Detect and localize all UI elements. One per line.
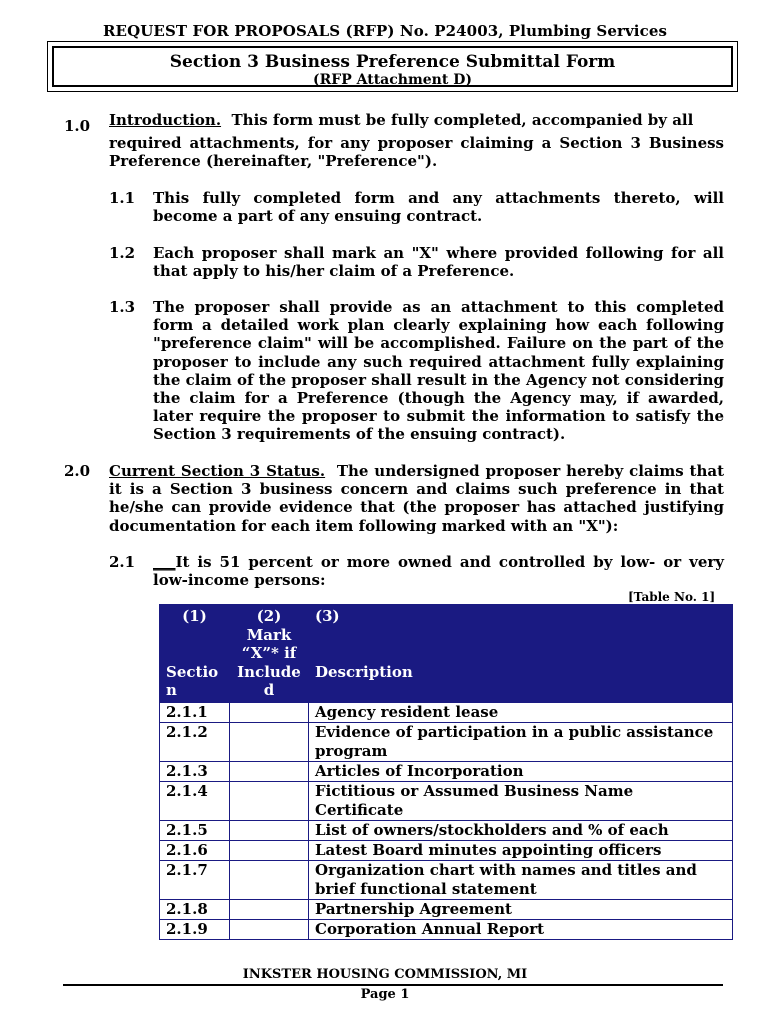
section-number: 1.0: [64, 117, 91, 135]
column-header-description: [309, 605, 733, 703]
section-heading: Introduction.: [109, 111, 222, 129]
table-row: [160, 702, 733, 722]
description-cell: Partnership Agreement: [309, 899, 733, 919]
item-text: This fully completed form and any attachments thereto, will become a part of any ensuing contract.: [153, 189, 724, 226]
item-number: 2.1: [109, 553, 136, 571]
mark-cell[interactable]: [230, 860, 309, 899]
item-text-body: It is 51 percent or more owned and controlled by low- or very low-income persons:: [153, 553, 724, 590]
column-number: (1): [182, 607, 207, 625]
section-cell: 2.1.5: [160, 820, 230, 840]
section-number: 2.0: [64, 462, 91, 480]
table-row: [160, 820, 733, 840]
column-name: Mark “X”* if Include d: [237, 625, 301, 699]
description-cell: Organization chart with names and titles and brief functional statement: [309, 860, 733, 899]
table-row: [160, 761, 733, 781]
description-cell: Fictitious or Assumed Business Name Certificate: [309, 781, 733, 820]
table-label: [Table No. 1]: [628, 590, 716, 604]
section-heading: Current Section 3 Status.: [109, 462, 326, 480]
mark-cell[interactable]: [230, 722, 309, 761]
table-row: [160, 899, 733, 919]
column-number: (2): [256, 607, 282, 625]
table-header-row: [160, 605, 733, 703]
table-row: [160, 860, 733, 899]
section-cell: 2.1.7: [160, 860, 230, 899]
mark-cell[interactable]: [230, 702, 309, 722]
mark-cell[interactable]: [230, 840, 309, 860]
section-cell: 2.1.4: [160, 781, 230, 820]
column-name: Sectio n: [166, 662, 219, 699]
description-cell: Evidence of participation in a public assistance program: [309, 722, 733, 761]
form-title: Section 3 Business Preference Submittal Form: [169, 52, 616, 72]
section3-documents-table: [159, 604, 733, 940]
section-cell: 2.1.1: [160, 702, 230, 722]
section-cell: 2.1.6: [160, 840, 230, 860]
footer-divider: [63, 984, 723, 986]
form-title-box: [47, 41, 738, 92]
description-cell: List of owners/stockholders and % of each: [309, 820, 733, 840]
section-status-body: The undersigned proposer hereby claims that it is a Section 3 business concern and claims such preference in that he/she can provide evidence that (the proposer has attached justifying documentation for each item following marked with an "X"):: [109, 462, 724, 535]
column-name: Description: [315, 662, 413, 681]
table-row: [160, 722, 733, 761]
description-cell: Corporation Annual Report: [309, 919, 733, 939]
section-cell: 2.1.8: [160, 899, 230, 919]
section-intro-text: required attachments, for any proposer claiming a Section 3 Business Preference (hereinafter, "Preference").: [109, 134, 724, 171]
mark-cell[interactable]: [230, 820, 309, 840]
column-header-mark: [230, 605, 309, 703]
section-cell: 2.1.3: [160, 761, 230, 781]
table-row: [160, 840, 733, 860]
mark-cell[interactable]: [230, 761, 309, 781]
mark-cell[interactable]: [230, 919, 309, 939]
table-row: [160, 781, 733, 820]
item-text: Each proposer shall mark an "X" where provided following for all that apply to his/her claim of a Preference.: [153, 244, 724, 281]
mark-blank[interactable]: ___: [153, 553, 176, 571]
section-cell: 2.1.2: [160, 722, 230, 761]
description-cell: Agency resident lease: [309, 702, 733, 722]
mark-cell[interactable]: [230, 781, 309, 820]
table-row: [160, 919, 733, 939]
column-number: (3): [315, 607, 340, 625]
form-subtitle: (RFP Attachment D): [313, 72, 472, 88]
rfp-header: REQUEST FOR PROPOSALS (RFP) No. P24003, Plumbing Services: [102, 22, 668, 40]
column-header-section: [160, 605, 230, 703]
item-number: 1.3: [109, 298, 136, 316]
item-text: [153, 553, 724, 589]
item-text: The proposer shall provide as an attachment to this completed form a detailed work plan clearly explaining how each following "preference claim" will be accomplished. Failure on the part of the proposer to include any such required attachment fully explaining the claim of the proposer shall result in the Agency not considering the claim for a Preference (though the Agency may, if awarded, later require the proposer to submit the information to satisfy the Section 3 requirements of the ensuing contract).: [153, 298, 724, 444]
section-intro-line: [109, 111, 724, 129]
footer-organization: INKSTER HOUSING COMMISSION, MI: [242, 967, 528, 982]
section-status-text: [109, 462, 724, 535]
item-number: 1.1: [109, 189, 136, 207]
description-cell: Latest Board minutes appointing officers: [309, 840, 733, 860]
item-number: 1.2: [109, 244, 136, 262]
section-intro-first: This form must be fully completed, accompanied by all: [231, 111, 694, 129]
section-cell: 2.1.9: [160, 919, 230, 939]
page-number: Page 1: [360, 987, 410, 1002]
description-cell: Articles of Incorporation: [309, 761, 733, 781]
mark-cell[interactable]: [230, 899, 309, 919]
